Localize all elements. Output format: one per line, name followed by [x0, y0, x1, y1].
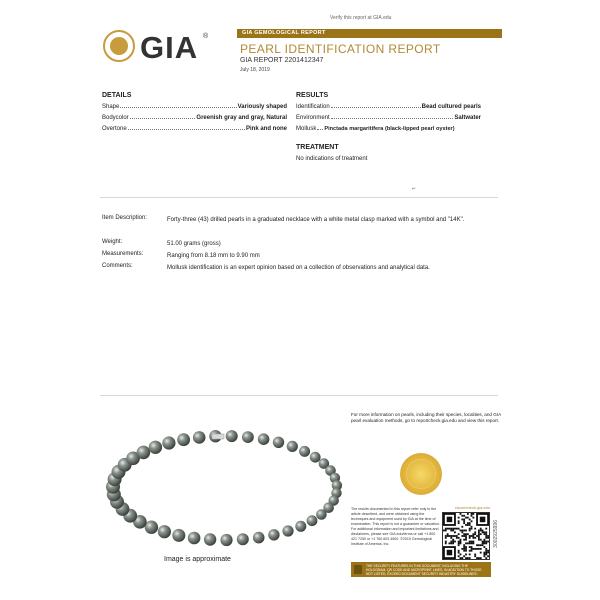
pearl-necklace-image	[100, 426, 350, 551]
pearl	[177, 433, 190, 446]
description-row-item	[102, 215, 492, 225]
pearl	[253, 532, 265, 544]
results-row-identification	[296, 104, 481, 110]
pearl	[287, 441, 298, 452]
divider-bottom	[100, 395, 498, 396]
security-bar	[351, 562, 491, 577]
description-value: Mollusk identification is an expert opinion based on a collection of observations and analytical data.	[167, 265, 430, 271]
results-row-mollusk	[296, 126, 496, 132]
pearl	[282, 525, 293, 536]
pearl	[237, 533, 249, 545]
pearl	[149, 441, 162, 454]
gia-seal-icon	[103, 30, 135, 62]
pearl	[193, 431, 206, 444]
pearl	[145, 521, 158, 534]
report-title: PEARL IDENTIFICATION REPORT	[240, 42, 441, 56]
details-value: Pink and none	[245, 126, 287, 132]
results-heading: RESULTS	[296, 92, 329, 99]
image-caption: Image is approximate	[164, 556, 231, 563]
results-row-environment	[296, 115, 481, 121]
pearl	[188, 532, 201, 545]
pearl	[307, 515, 318, 526]
qr-code-icon[interactable]	[442, 512, 490, 560]
more-info-text: For more information on pearls, including their species, localities, and GIA pearl evaluation methods, go to reportcheck.gia.edu and view this report.	[351, 412, 501, 424]
pearl	[273, 437, 284, 448]
description-label: Measurements:	[102, 251, 144, 257]
pearl	[242, 431, 254, 443]
pearl	[158, 525, 171, 538]
description-label: Item Description:	[102, 215, 148, 221]
description-row-weight	[102, 239, 492, 249]
brand-bar-label: GIA GEMOLOGICAL REPORT	[242, 30, 326, 36]
results-value: Bead cultured pearls	[421, 104, 481, 110]
details-value: Greenish gray and gray, Natural	[196, 115, 287, 121]
pearl	[299, 446, 310, 457]
report-number: GIA REPORT 2201412347	[240, 57, 324, 64]
pearl	[268, 529, 279, 540]
description-label: Weight:	[102, 239, 123, 245]
registered-mark: ®	[203, 33, 209, 40]
serial-number: 3002925996	[493, 520, 499, 548]
security-text: THE SECURITY FEATURES IN THIS DOCUMENT, INCLUDING THE HOLOGRAM, QR CODE AND MICROPRINT LINES, IN ADDITION TO THOSE NOT LISTED, EXCEED DOCUMENT SECURITY INDUSTRY GUIDELINES.	[366, 564, 482, 576]
description-value: Forty-three (43) drilled pearls in a graduated necklace with a white metal clasp marked with a symbol and "14K".	[167, 217, 465, 223]
pearl	[258, 433, 270, 445]
results-label: Mollusk	[296, 126, 317, 132]
description-row-measurements	[102, 251, 492, 261]
results-label: Environment	[296, 115, 330, 121]
description-label: Comments:	[102, 263, 133, 269]
description-value: Ranging from 8.18 mm to 9.90 mm	[167, 253, 260, 259]
pearl	[310, 452, 321, 463]
results-value: Saltwater	[454, 115, 481, 121]
hologram-seal-icon	[400, 453, 442, 495]
description-value: 51.00 grams (gross)	[167, 241, 221, 247]
pearl	[204, 533, 216, 545]
pearl	[295, 521, 306, 532]
details-label: Bodycolor	[102, 115, 129, 121]
clasp	[212, 434, 224, 439]
pearl	[316, 509, 327, 520]
divider-top	[100, 197, 498, 198]
details-label: Overtone	[102, 126, 127, 132]
pearl	[220, 534, 232, 546]
treatment-heading: TREATMENT	[296, 144, 339, 151]
details-value: Variously shaped	[237, 104, 287, 110]
details-row-bodycolor	[102, 115, 287, 121]
results-label: Identification	[296, 104, 330, 110]
details-row-shape	[102, 104, 287, 110]
details-row-overtone	[102, 126, 287, 132]
disclaimer-text: The results documented in this report refer only to the article described, and were obtained using the techniques and equipment used by GIA at the time of examination. This report is not a guarantee or valuation. For additional information and important limitations and disclaimers, please see GIA.edu/terms or call +1 800 421 7250 or +1 760 603 4500. ©2019 Gemological Institute of America, Inc.	[351, 507, 440, 546]
tick-mark: ⌐	[412, 186, 416, 192]
pearl	[172, 529, 185, 542]
lock-icon	[354, 565, 362, 574]
pearl	[137, 446, 151, 460]
details-label: Shape	[102, 104, 120, 110]
reportcheck-link[interactable]: reportcheck.gia.edu	[455, 505, 491, 510]
treatment-text: No indications of treatment	[296, 156, 368, 162]
pearl	[226, 430, 238, 442]
gia-logo: GIA	[140, 30, 199, 65]
details-heading: DETAILS	[102, 92, 132, 99]
description-row-comments	[102, 263, 492, 273]
results-value: Pinctada margaritifera (black-lipped pearl oyster)	[324, 126, 455, 132]
brand-bar	[237, 29, 502, 38]
verify-link-text: Verify this report at GIA.edu	[330, 15, 392, 21]
pearl	[162, 436, 175, 449]
report-date: July 18, 2019	[240, 67, 270, 73]
